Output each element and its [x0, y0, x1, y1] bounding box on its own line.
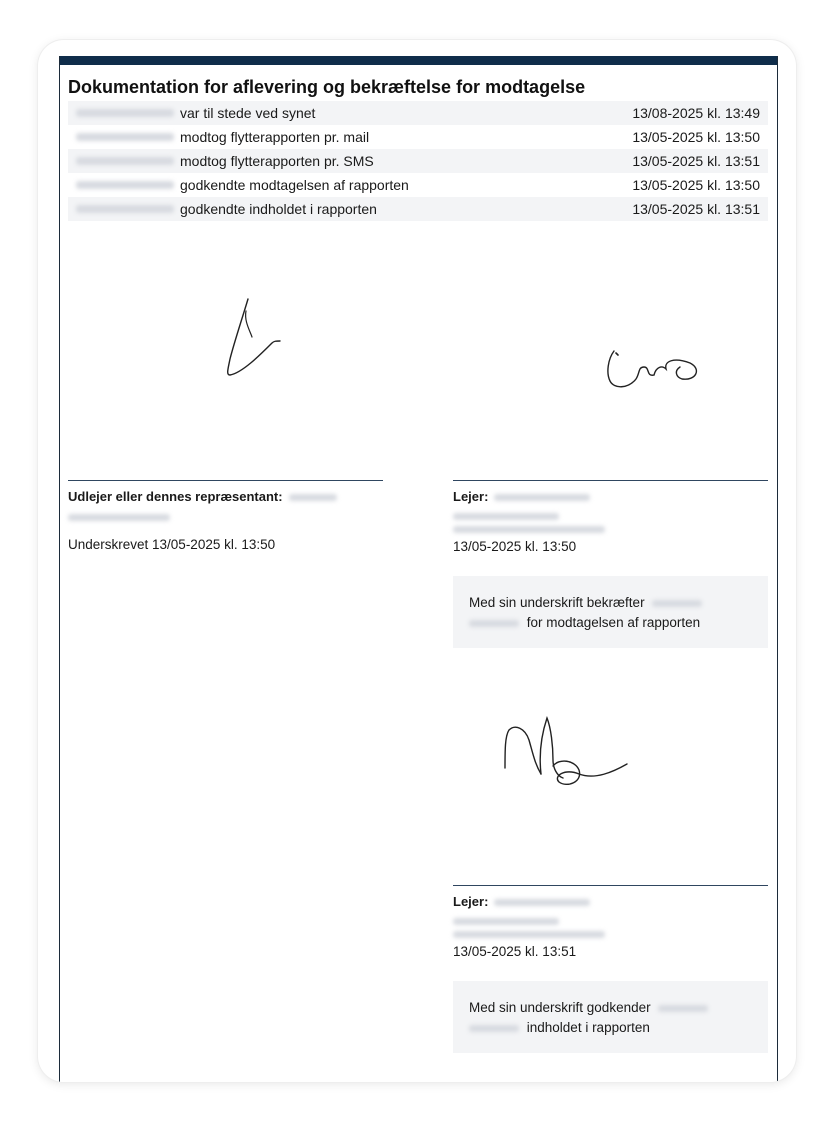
log-action: godkendte indholdet i rapporten — [180, 201, 377, 217]
log-row — [68, 197, 768, 221]
tenant-receipt-confirmation — [453, 576, 768, 648]
redacted-phone — [453, 918, 559, 925]
landlord-block — [68, 487, 383, 555]
redacted-name — [494, 494, 590, 501]
log-action: modtog flytterapporten pr. mail — [180, 129, 370, 145]
tenant-content-signature — [495, 706, 635, 801]
log-row — [68, 173, 768, 197]
log-row — [68, 149, 768, 173]
redacted-phone — [453, 513, 559, 520]
redacted-name — [494, 899, 590, 906]
tenant-content-confirmation — [453, 981, 768, 1053]
confirmation-text: Med sin underskrift godkender — [469, 1000, 651, 1015]
log-action: var til stede ved synet — [180, 105, 316, 121]
redacted-name — [76, 133, 174, 141]
tenant-label: Lejer: — [453, 489, 489, 504]
landlord-label: Udlejer eller dennes repræsentant: — [68, 489, 283, 504]
document-page — [59, 56, 778, 1082]
header-bar — [60, 56, 777, 65]
confirmation-text: Med sin underskrift bekræfter — [469, 595, 645, 610]
landlord-signature — [210, 291, 300, 391]
landlord-signed-date: Underskrevet 13/05-2025 kl. 13:50 — [68, 537, 276, 552]
tenant-receipt-signature — [600, 341, 710, 401]
tenant-content-block — [453, 892, 768, 962]
confirmation-text: indholdet i rapporten — [526, 1020, 650, 1035]
redacted-name — [289, 494, 337, 501]
log-action: modtog flytterapporten pr. SMS — [180, 153, 374, 169]
redacted-name — [469, 620, 519, 627]
redacted-email — [453, 931, 605, 938]
log-time: 13/05-2025 kl. 13:50 — [632, 129, 760, 145]
tenant-receipt-block — [453, 487, 768, 557]
log-time: 13/08-2025 kl. 13:49 — [632, 105, 760, 121]
redacted-name — [652, 600, 702, 607]
log-time: 13/05-2025 kl. 13:50 — [632, 177, 760, 193]
redacted-name — [658, 1005, 708, 1012]
redacted-name — [76, 181, 174, 189]
landlord-signature-line — [68, 480, 383, 481]
log-action: godkendte modtagelsen af rapporten — [180, 177, 409, 193]
redacted-name — [76, 157, 174, 165]
confirmation-text: for modtagelsen af rapporten — [526, 615, 701, 630]
log-time: 13/05-2025 kl. 13:51 — [632, 201, 760, 217]
redacted-name — [76, 109, 174, 117]
log-time: 13/05-2025 kl. 13:51 — [632, 153, 760, 169]
tenant-receipt-signature-line — [453, 480, 768, 481]
log-row — [68, 125, 768, 149]
redacted-name — [76, 205, 174, 213]
redacted-company — [68, 514, 170, 521]
log-row — [68, 101, 768, 125]
tenant-content-date: 13/05-2025 kl. 13:51 — [453, 944, 577, 959]
page-title: Dokumentation for aflevering og bekræftelse for modtagelse — [68, 77, 586, 97]
redacted-name — [469, 1025, 519, 1032]
redacted-email — [453, 526, 605, 533]
tenant-receipt-date: 13/05-2025 kl. 13:50 — [453, 539, 577, 554]
tenant-label: Lejer: — [453, 894, 489, 909]
activity-log — [68, 101, 768, 221]
report-card — [38, 40, 796, 1082]
tenant-content-signature-line — [453, 885, 768, 886]
